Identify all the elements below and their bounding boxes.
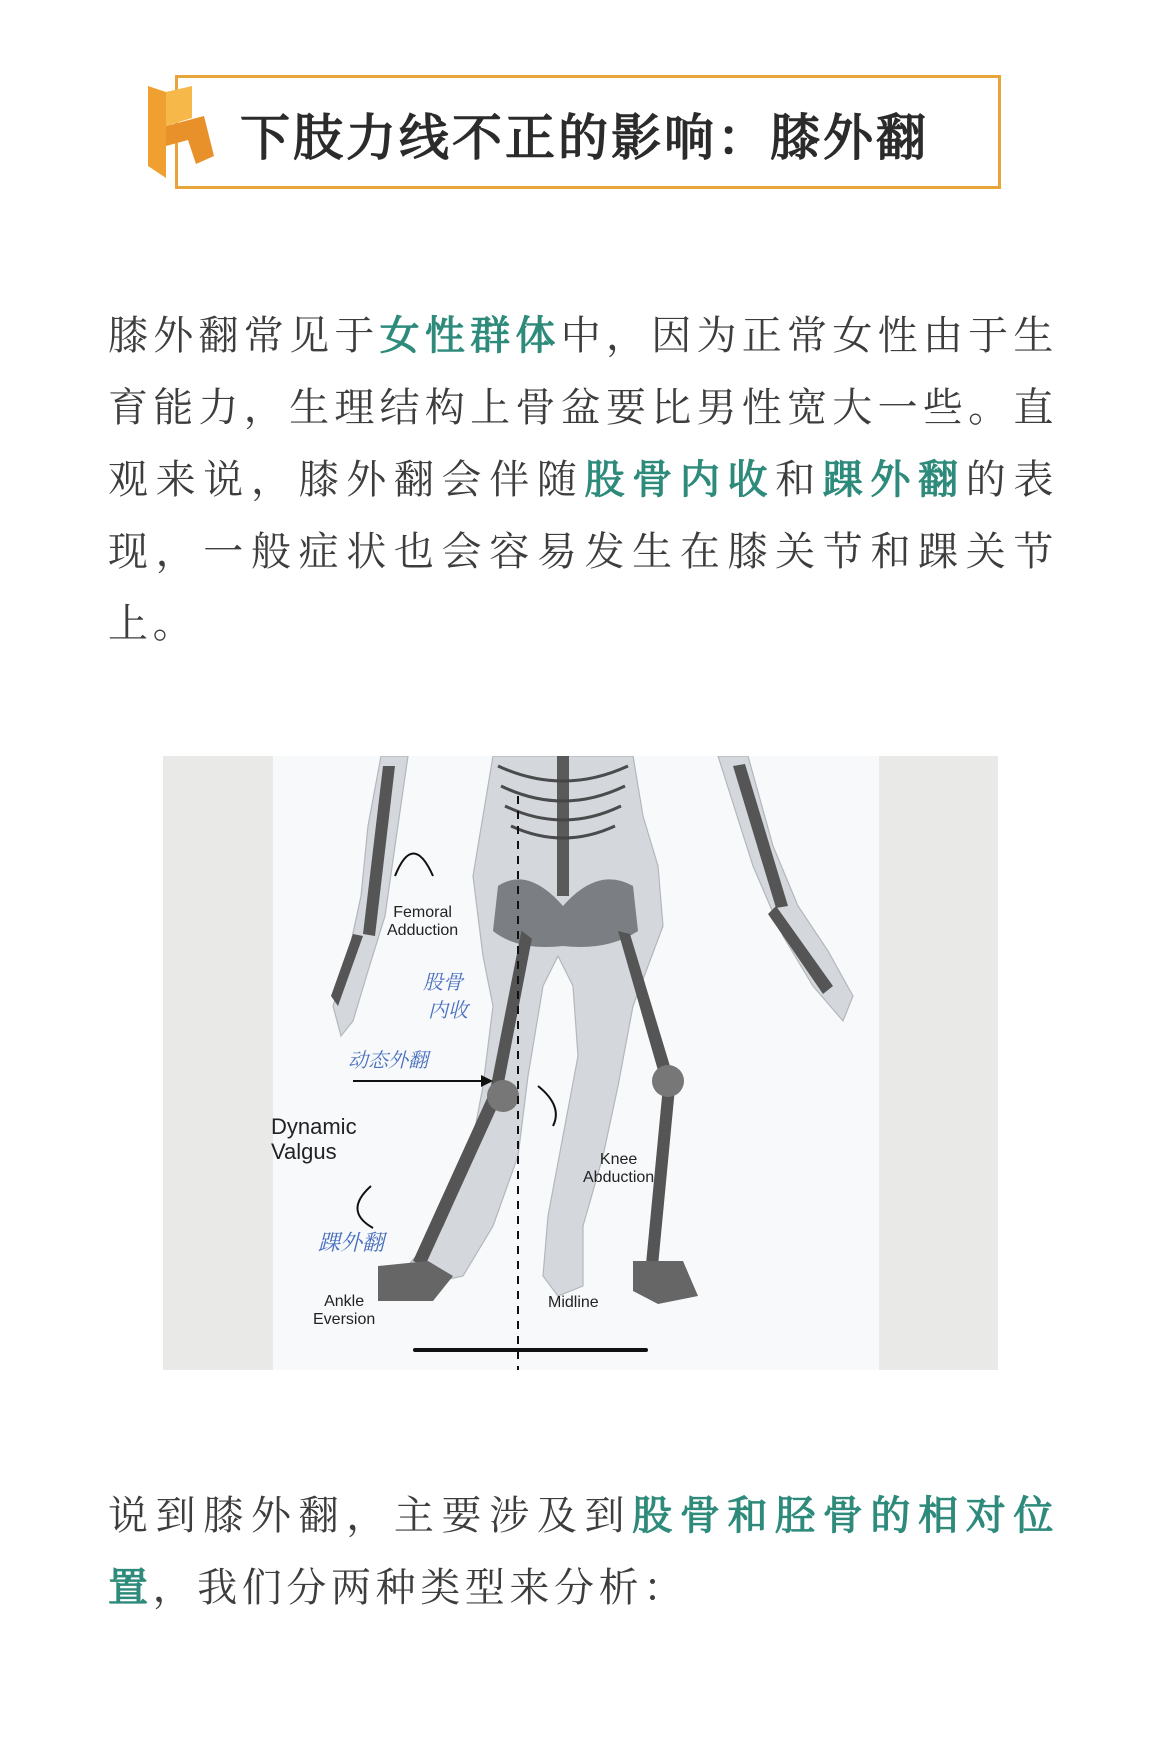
label-ankle-eversion: Ankle Eversion: [313, 1293, 376, 1329]
handwritten-ankle-eversion: 踝外翻: [318, 1231, 385, 1256]
text-segment: ，我们分两种类型来分析：: [152, 1565, 688, 1611]
highlight-femur-tibia-position: 股骨和胫骨的相对位置: [108, 1493, 1058, 1611]
label-dynamic-valgus: Dynamic Valgus: [271, 1114, 357, 1165]
text-segment: 说到膝外翻，主要涉及到: [108, 1493, 633, 1539]
intro-paragraph: [108, 300, 1058, 660]
skeleton-figure: [163, 756, 998, 1370]
handwritten-femur-1: 股骨: [423, 970, 463, 994]
text-segment: 和: [775, 457, 823, 503]
text-segment: 的表现，一般症状也会容易发生在膝关节和踝关节上。: [108, 457, 1058, 647]
label-midline: Midline: [548, 1294, 599, 1311]
skeleton-illustration: [163, 756, 998, 1370]
handwritten-dynamic-valgus: 动态外翻: [348, 1048, 428, 1072]
highlight-female-group: 女性群体: [379, 313, 561, 359]
label-knee-abduction: Knee Abduction: [583, 1151, 655, 1187]
label-femoral-adduction: Femoral Adduction: [387, 904, 459, 940]
highlight-femur-adduction: 股骨内收: [584, 457, 776, 503]
text-segment: 中，因为正常女性由于生育能力，生理结构上骨盆要比男性宽大一些。直观来说，膝外翻会伴随: [108, 313, 1058, 503]
page-title: 下肢力线不正的影响：膝外翻: [240, 109, 929, 167]
bookmark-logo-icon: [148, 86, 214, 178]
handwritten-femur-2: 内收: [428, 998, 468, 1022]
analysis-paragraph: [108, 1480, 1058, 1624]
highlight-ankle-eversion: 踝外翻: [822, 457, 966, 503]
text-segment: 膝外翻常见于: [108, 313, 380, 359]
